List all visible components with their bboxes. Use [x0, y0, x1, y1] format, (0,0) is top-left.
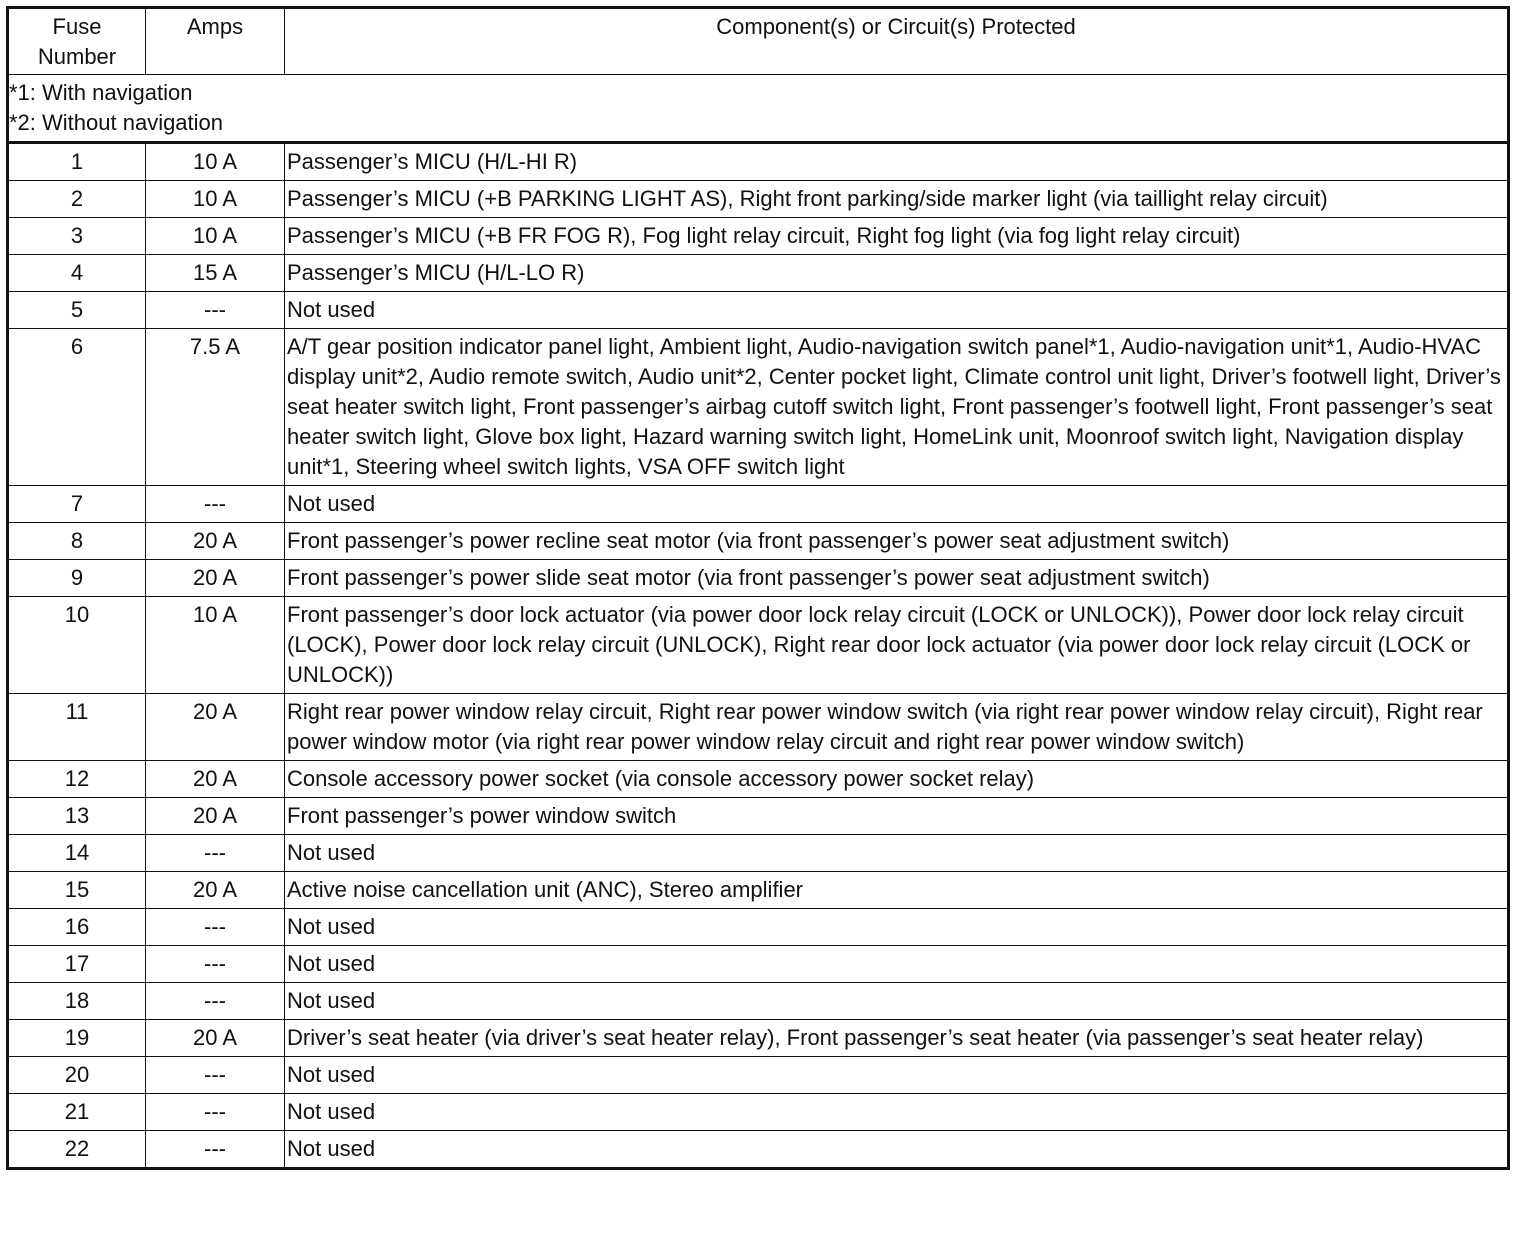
fuse-number-cell: 3 — [8, 218, 146, 255]
note-without-navigation: *2: Without navigation — [9, 110, 224, 135]
component-cell: Not used — [285, 946, 1509, 983]
amps-cell: 20 A — [146, 761, 285, 798]
table-row — [8, 255, 1509, 292]
fuse-number-cell: 9 — [8, 560, 146, 597]
table-row — [8, 1094, 1509, 1131]
component-cell: Not used — [285, 1057, 1509, 1094]
fuse-number-cell: 1 — [8, 143, 146, 181]
component-cell: Front passenger’s power recline seat motor (via front passenger’s power seat adjustment switch) — [285, 523, 1509, 560]
table-row — [8, 597, 1509, 694]
fuse-number-cell: 4 — [8, 255, 146, 292]
fuse-number-cell: 7 — [8, 486, 146, 523]
table-row — [8, 181, 1509, 218]
fuse-number-cell: 19 — [8, 1020, 146, 1057]
amps-cell: --- — [146, 292, 285, 329]
component-cell: Front passenger’s power window switch — [285, 798, 1509, 835]
table-row — [8, 909, 1509, 946]
fuse-number-cell: 2 — [8, 181, 146, 218]
amps-cell: 15 A — [146, 255, 285, 292]
notes-row — [8, 75, 1509, 143]
table-row — [8, 835, 1509, 872]
note-with-navigation: *1: With navigation — [9, 80, 193, 105]
table-row — [8, 761, 1509, 798]
header-row — [8, 8, 1509, 75]
notes-cell — [8, 75, 1509, 143]
amps-cell: 20 A — [146, 872, 285, 909]
table-row — [8, 292, 1509, 329]
table-row — [8, 523, 1509, 560]
amps-cell: 10 A — [146, 597, 285, 694]
amps-cell: --- — [146, 1094, 285, 1131]
table-row — [8, 1057, 1509, 1094]
amps-cell: --- — [146, 1131, 285, 1169]
component-cell: Active noise cancellation unit (ANC), Stereo amplifier — [285, 872, 1509, 909]
component-cell: Passenger’s MICU (H/L-LO R) — [285, 255, 1509, 292]
table-header — [8, 8, 1509, 75]
fuse-table — [6, 6, 1510, 1170]
component-cell: Not used — [285, 1131, 1509, 1169]
header-component: Component(s) or Circuit(s) Protected — [285, 8, 1509, 75]
component-cell: A/T gear position indicator panel light, Ambient light, Audio-navigation switch panel*1, Audio-navigation unit*1, Audio-HVAC display unit*2, Audio remote switch, Audio unit*2, Center pocket light, Climate control unit light, Driver’s footwell light, Driver’s seat heater switch light, Front passenger’s airbag cutoff switch light, Front passenger’s footwell light, Front passenger’s seat heater switch light, Glove box light, Hazard warning switch light, HomeLink unit, Moonroof switch light, Navigation display unit*1, Steering wheel switch lights, VSA OFF switch light — [285, 329, 1509, 486]
table-row — [8, 798, 1509, 835]
table-row — [8, 218, 1509, 255]
fuse-number-cell: 22 — [8, 1131, 146, 1169]
fuse-number-cell: 14 — [8, 835, 146, 872]
component-cell: Not used — [285, 983, 1509, 1020]
fuse-number-cell: 6 — [8, 329, 146, 486]
amps-cell: 20 A — [146, 560, 285, 597]
fuse-number-cell: 8 — [8, 523, 146, 560]
component-cell: Not used — [285, 835, 1509, 872]
amps-cell: --- — [146, 486, 285, 523]
amps-cell: 10 A — [146, 181, 285, 218]
fuse-number-cell: 5 — [8, 292, 146, 329]
component-cell: Driver’s seat heater (via driver’s seat heater relay), Front passenger’s seat heater (via passenger’s seat heater relay) — [285, 1020, 1509, 1057]
table-row — [8, 329, 1509, 486]
amps-cell: 7.5 A — [146, 329, 285, 486]
header-amps: Amps — [146, 8, 285, 75]
amps-cell: 20 A — [146, 694, 285, 761]
component-cell: Not used — [285, 292, 1509, 329]
component-cell: Right rear power window relay circuit, Right rear power window switch (via right rear power window relay circuit), Right rear power window motor (via right rear power window relay circuit and right rear power window switch) — [285, 694, 1509, 761]
fuse-number-cell: 17 — [8, 946, 146, 983]
amps-cell: 20 A — [146, 523, 285, 560]
table-row — [8, 1020, 1509, 1057]
table-row — [8, 560, 1509, 597]
component-cell: Not used — [285, 486, 1509, 523]
table-row — [8, 486, 1509, 523]
fuse-number-cell: 10 — [8, 597, 146, 694]
table-row — [8, 143, 1509, 181]
fuse-number-cell: 13 — [8, 798, 146, 835]
amps-cell: --- — [146, 835, 285, 872]
component-cell: Console accessory power socket (via console accessory power socket relay) — [285, 761, 1509, 798]
component-cell: Passenger’s MICU (+B PARKING LIGHT AS), Right front parking/side marker light (via taillight relay circuit) — [285, 181, 1509, 218]
component-cell: Front passenger’s door lock actuator (via power door lock relay circuit (LOCK or UNLOCK)), Power door lock relay circuit (LOCK), Power door lock relay circuit (UNLOCK), Right rear door lock actuator (via power door lock relay circuit (LOCK or UNLOCK)) — [285, 597, 1509, 694]
table-row — [8, 983, 1509, 1020]
amps-cell: 20 A — [146, 1020, 285, 1057]
table-row — [8, 1131, 1509, 1169]
amps-cell: --- — [146, 983, 285, 1020]
table-row — [8, 694, 1509, 761]
fuse-number-cell: 20 — [8, 1057, 146, 1094]
component-cell: Front passenger’s power slide seat motor (via front passenger’s power seat adjustment switch) — [285, 560, 1509, 597]
fuse-number-cell: 21 — [8, 1094, 146, 1131]
amps-cell: 10 A — [146, 218, 285, 255]
amps-cell: --- — [146, 909, 285, 946]
fuse-number-cell: 12 — [8, 761, 146, 798]
amps-cell: 10 A — [146, 143, 285, 181]
header-fuse-number: Fuse Number — [8, 8, 146, 75]
component-cell: Passenger’s MICU (+B FR FOG R), Fog light relay circuit, Right fog light (via fog light relay circuit) — [285, 218, 1509, 255]
fuse-number-cell: 16 — [8, 909, 146, 946]
table-row — [8, 872, 1509, 909]
component-cell: Not used — [285, 909, 1509, 946]
fuse-number-cell: 18 — [8, 983, 146, 1020]
component-cell: Passenger’s MICU (H/L-HI R) — [285, 143, 1509, 181]
table-row — [8, 946, 1509, 983]
amps-cell: --- — [146, 1057, 285, 1094]
amps-cell: 20 A — [146, 798, 285, 835]
fuse-number-cell: 15 — [8, 872, 146, 909]
component-cell: Not used — [285, 1094, 1509, 1131]
table-body — [8, 75, 1509, 1169]
amps-cell: --- — [146, 946, 285, 983]
fuse-number-cell: 11 — [8, 694, 146, 761]
